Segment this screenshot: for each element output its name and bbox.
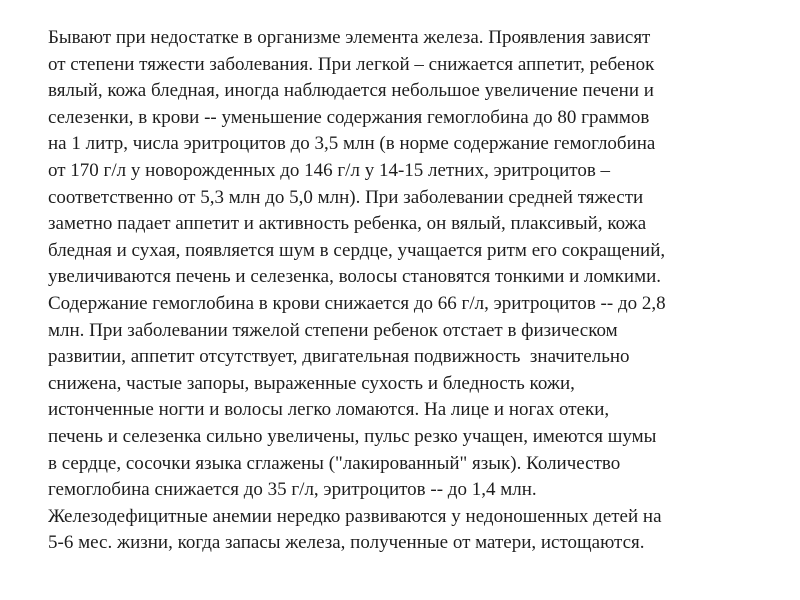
text-line-5: на 1 литр, числа эритроцитов до 3,5 млн (в норме содержание гемоглобина (48, 133, 656, 155)
text-line-14: снижена, частые запоры, выраженные сухость и бледность кожи, (48, 372, 575, 394)
text-line-7: соответственно от 5,3 млн до 5,0 млн). При заболевании средней тяжести (48, 186, 644, 208)
text-line-1: Бывают при недостатке в организме элемента железа. Проявления зависят (48, 27, 651, 48)
text-line-12: млн. При заболевании тяжелой степени ребенок отстает в физическом (48, 319, 618, 341)
text-line-15: истонченные ногти и волосы легко ломаются. На лице и ногах отеки, (48, 399, 610, 421)
body-text (48, 25, 778, 557)
text-line-16: печень и селезенка сильно увеличены, пульс резко учащен, имеются шумы (48, 425, 657, 447)
text-line-13: развитии, аппетит отсутствует, двигательная подвижность значительно (48, 346, 630, 368)
text-line-19: Железодефицитные анемии нередко развиваются у недоношенных детей на (48, 505, 662, 527)
text-line-10: увеличиваются печень и селезенка, волосы становятся тонкими и ломкими. (48, 266, 662, 288)
text-line-11: Содержание гемоглобина в крови снижается до 66 г/л, эритроцитов -- до 2,8 (48, 292, 666, 314)
text-line-2: от степени тяжести заболевания. При легкой – снижается аппетит, ребенок (48, 53, 655, 75)
text-line-9: бледная и сухая, появляется шум в сердце, учащается ритм его сокращений, (48, 239, 666, 261)
text-line-8: заметно падает аппетит и активность ребенка, он вялый, плаксивый, кожа (48, 213, 647, 235)
text-line-18: гемоглобина снижается до 35 г/л, эритроцитов -- до 1,4 млн. (48, 479, 537, 501)
text-line-20: 5-6 мес. жизни, когда запасы железа, полученные от матери, истощаются. (48, 532, 645, 554)
text-line-6: от 170 г/л у новорожденных до 146 г/л у 14-15 летних, эритроцитов – (48, 159, 611, 181)
text-line-4: селезенки, в крови -- уменьшение содержания гемоглобина до 80 граммов (48, 106, 650, 128)
text-line-17: в сердце, сосочки языка сглажены ("лакированный" язык). Количество (48, 452, 621, 474)
text-line-3: вялый, кожа бледная, иногда наблюдается небольшое увеличение печени и (48, 80, 654, 102)
